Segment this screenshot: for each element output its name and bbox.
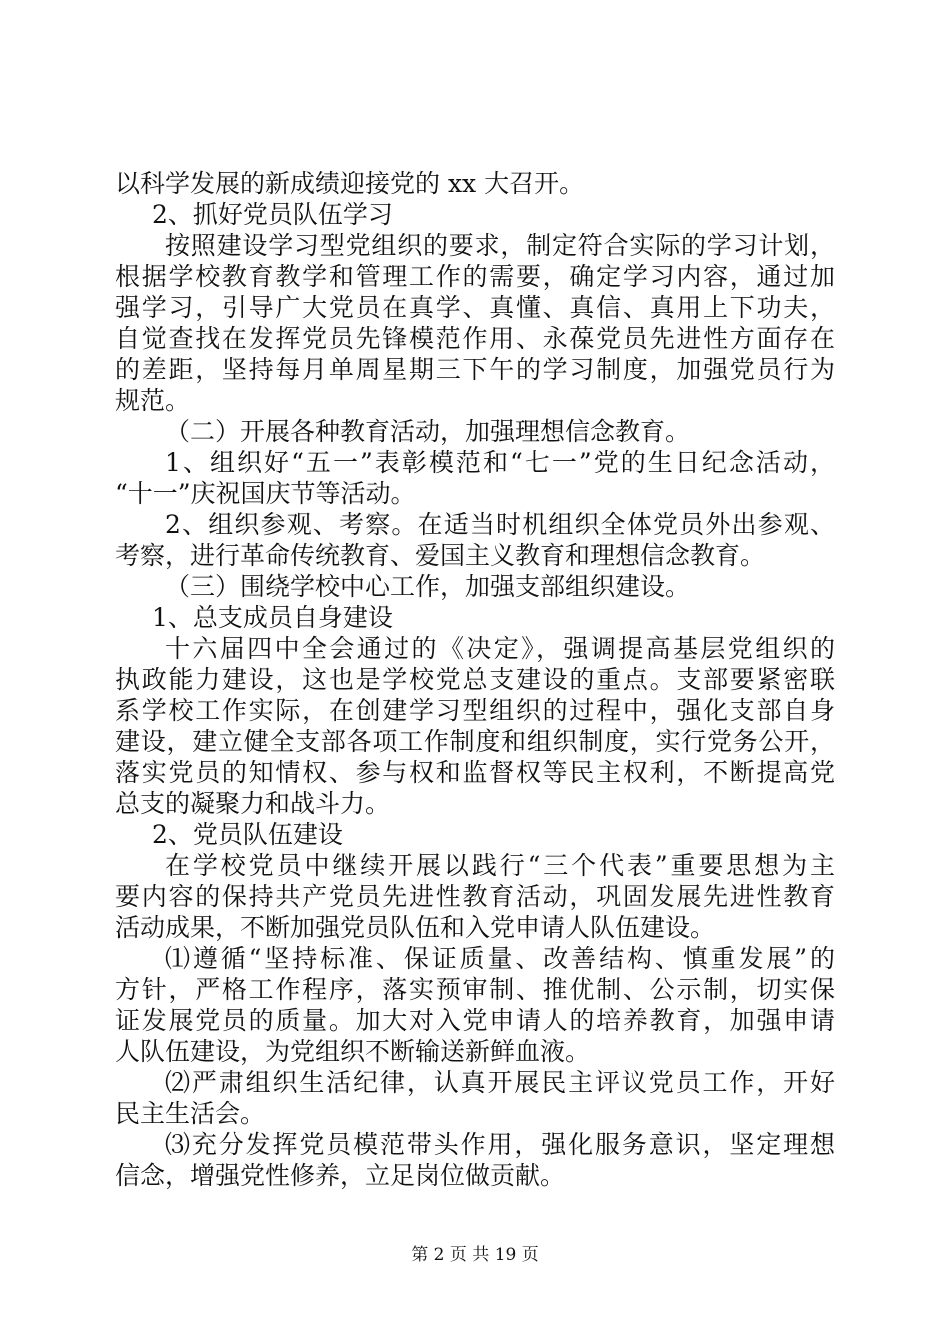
body-text-line: 民主生活会。 <box>115 1099 266 1128</box>
document-body <box>115 168 835 1191</box>
body-text-line: 1、组织好“五一”表彰模范和“七一”党的生日纪念活动， <box>165 448 835 477</box>
body-text-line: 强学习，引导广大党员在真学、真懂、真信、真用上下功夫， <box>115 293 835 322</box>
body-text-line: 按照建设学习型党组织的要求，制定符合实际的学习计划， <box>165 231 835 260</box>
body-text-line: 十六届四中全会通过的《决定》，强调提高基层党组织的 <box>165 634 835 663</box>
body-text-line: 系学校工作实际，在创建学习型组织的过程中，强化支部自身 <box>115 696 835 725</box>
body-text-line: 1、总支成员自身建设 <box>152 603 393 632</box>
body-text-line: （三）围绕学校中心工作，加强支部组织建设。 <box>165 572 691 601</box>
page-footer: 第 2 页 共 19 页 <box>411 1245 539 1265</box>
body-text-line: 在学校党员中继续开展以践行“三个代表”重要思想为主 <box>165 851 835 880</box>
body-text-line: 执政能力建设，这也是学校党总支建设的重点。支部要紧密联 <box>115 665 835 694</box>
body-text-line: 2、抓好党员队伍学习 <box>152 200 393 229</box>
body-text-line: 考察，进行革命传统教育、爱国主义教育和理想信念教育。 <box>115 541 766 570</box>
body-text-line: 的差距，坚持每月单周星期三下午的学习制度，加强党员行为 <box>115 355 835 384</box>
body-text-line: 规范。 <box>115 386 191 415</box>
body-text-line: 总支的凝聚力和战斗力。 <box>115 789 391 818</box>
body-text-line: 方针，严格工作程序，落实预审制、推优制、公示制，切实保 <box>115 975 835 1004</box>
body-text-line: 要内容的保持共产党员先进性教育活动，巩固发展先进性教育 <box>115 882 835 911</box>
body-text-line: 人队伍建设，为党组织不断输送新鲜血液。 <box>115 1037 591 1066</box>
body-text-line: 自觉查找在发挥党员先锋模范作用、永葆党员先进性方面存在 <box>115 324 835 353</box>
body-text-line: 建设，建立健全支部各项工作制度和组织制度，实行党务公开， <box>115 727 835 756</box>
body-text-line: 根据学校教育教学和管理工作的需要，确定学习内容，通过加 <box>115 262 835 291</box>
body-text-line: ⑵严肃组织生活纪律，认真开展民主评议党员工作，开好 <box>165 1068 835 1097</box>
body-text-line: 以科学发展的新成绩迎接党的 xx 大召开。 <box>115 169 585 198</box>
body-text-line: ⑶充分发挥党员模范带头作用，强化服务意识，坚定理想 <box>165 1130 835 1159</box>
body-text-line: 活动成果，不断加强党员队伍和入党申请人队伍建设。 <box>115 913 716 942</box>
body-text-line: 2、组织参观、考察。在适当时机组织全体党员外出参观、 <box>165 510 835 539</box>
body-text-line: 信念，增强党性修养，立足岗位做贡献。 <box>115 1161 566 1190</box>
body-text-line: “十一”庆祝国庆节等活动。 <box>115 479 416 508</box>
body-text-line: （二）开展各种教育活动，加强理想信念教育。 <box>165 417 691 446</box>
body-text-line: 证发展党员的质量。加大对入党申请人的培养教育，加强申请 <box>115 1006 835 1035</box>
body-text-line: 2、党员队伍建设 <box>152 820 343 849</box>
body-text-line: 落实党员的知情权、参与权和监督权等民主权利，不断提高党 <box>115 758 835 787</box>
body-text-line: ⑴遵循“坚持标准、保证质量、改善结构、慎重发展”的 <box>165 944 835 973</box>
